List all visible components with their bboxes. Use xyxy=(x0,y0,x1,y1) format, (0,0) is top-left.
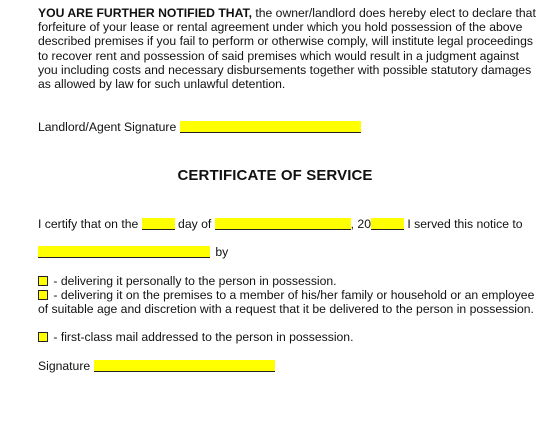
option-personal-delivery-text: - delivering it personally to the person in possession. xyxy=(50,274,337,288)
notice-lead: YOU ARE FURTHER NOTIFIED THAT, xyxy=(38,6,252,20)
landlord-signature-label: Landlord/Agent Signature xyxy=(38,120,177,134)
checkbox-premises-delivery[interactable] xyxy=(38,290,48,300)
option-mail-delivery-text: - first-class mail addressed to the person in possession. xyxy=(50,330,354,344)
landlord-signature-line xyxy=(38,120,361,134)
document-body xyxy=(38,6,538,373)
certificate-title: CERTIFICATE OF SERVICE xyxy=(177,167,373,184)
served-to-line xyxy=(38,245,228,259)
by-label: by xyxy=(215,245,229,259)
checkbox-personal-delivery[interactable] xyxy=(38,276,48,286)
served-suffix: I served this notice to xyxy=(407,217,523,231)
notice-paragraph xyxy=(38,6,538,91)
checkbox-mail-delivery[interactable] xyxy=(38,332,48,342)
landlord-signature-field[interactable] xyxy=(180,121,361,133)
certify-prefix: I certify that on the xyxy=(38,217,139,231)
day-of-label: day of xyxy=(178,217,212,231)
certify-line xyxy=(38,217,523,231)
signature-label: Signature xyxy=(38,359,91,373)
option-personal-delivery xyxy=(38,274,538,288)
option-premises-delivery-text: - delivering it on the premises to a member of his/her family or household or an employee of suitable age and discretion with a request that it be delivered to the person in possession. xyxy=(38,288,535,317)
signature-field[interactable] xyxy=(94,360,275,372)
notice-body: the owner/landlord does hereby elect to declare that forfeiture of your lease or rental agreement under which you hold possession of the above described premises if you fail to perform or otherwise comply, will institute legal proceedings to recover rent and possession of said premises which would result in a judgment against you including costs and necessary disbursements together with possible statutory damages as allowed by law for such unlawful detention. xyxy=(38,6,536,92)
month-field[interactable] xyxy=(215,218,351,230)
signature-line xyxy=(38,359,275,373)
option-premises-delivery xyxy=(38,288,538,316)
year-prefix: , 20 xyxy=(350,217,371,231)
day-field[interactable] xyxy=(142,218,175,230)
option-mail-delivery xyxy=(38,330,538,344)
year-field[interactable] xyxy=(371,218,404,230)
served-to-field[interactable] xyxy=(38,246,210,258)
